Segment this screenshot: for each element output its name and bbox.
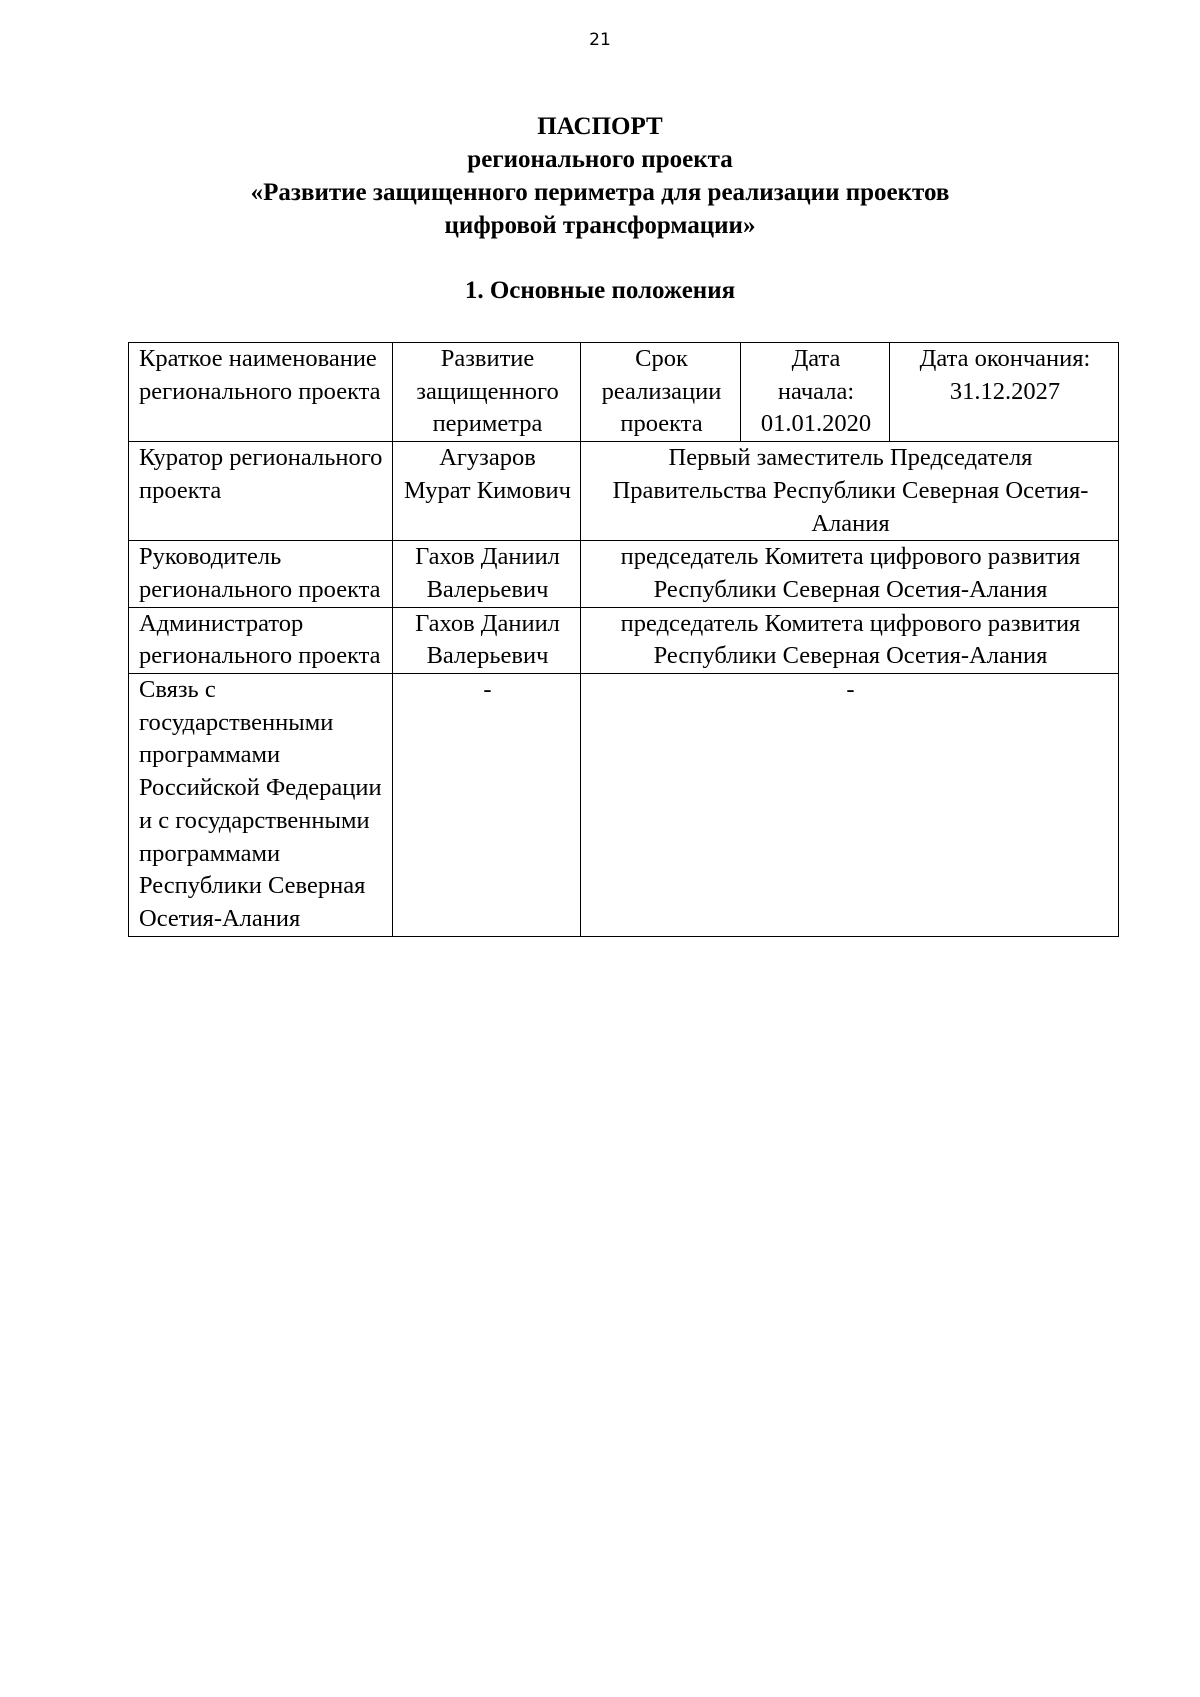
title-line-2: регионального проекта	[467, 146, 733, 173]
cell-label-programs: Связь с государственными программами Российской Федерации и с государственными программами Республики Северная Осетия-Алания	[129, 674, 393, 937]
document-title	[0, 110, 1200, 242]
table-row-programs	[129, 674, 1119, 937]
table-row-administrator	[129, 607, 1119, 673]
cell-label-head: Руководитель регионального проекта	[129, 541, 393, 607]
title-line-1: ПАСПОРТ	[537, 113, 663, 140]
cell-head-name: Гахов Даниил Валерьевич	[393, 541, 581, 607]
page-number: 21	[589, 30, 611, 50]
table-row-curator	[129, 442, 1119, 541]
passport-table	[128, 342, 1119, 937]
cell-head-position: председатель Комитета цифрового развития Республики Северная Осетия-Алания	[581, 541, 1119, 607]
table-row-short-name	[129, 343, 1119, 442]
cell-administrator-position: председатель Комитета цифрового развития Республики Северная Осетия-Алания	[581, 607, 1119, 673]
table-row-head	[129, 541, 1119, 607]
cell-label-curator: Куратор регионального проекта	[129, 442, 393, 541]
cell-term: Срок реализации проекта	[581, 343, 741, 442]
cell-end-date: Дата окончания: 31.12.2027	[890, 343, 1119, 442]
title-line-3: «Развитие защищенного периметра для реализации проектов	[250, 179, 950, 206]
cell-curator-name: Агузаров Мурат Кимович	[393, 442, 581, 541]
cell-curator-position: Первый заместитель Председателя Правительства Республики Северная Осетия-Алания	[581, 442, 1119, 541]
cell-programs-regional: -	[581, 674, 1119, 937]
cell-administrator-name: Гахов Даниил Валерьевич	[393, 607, 581, 673]
section-title: 1. Основные положения	[464, 277, 736, 304]
title-line-4: цифровой трансформации»	[444, 212, 756, 239]
cell-start-date: Дата начала: 01.01.2020	[741, 343, 890, 442]
cell-programs-federal: -	[393, 674, 581, 937]
cell-label-administrator: Администратор регионального проекта	[129, 607, 393, 673]
cell-label-short-name: Краткое наименование регионального проекта	[129, 343, 393, 442]
cell-short-name: Развитие защищенного периметра	[393, 343, 581, 442]
